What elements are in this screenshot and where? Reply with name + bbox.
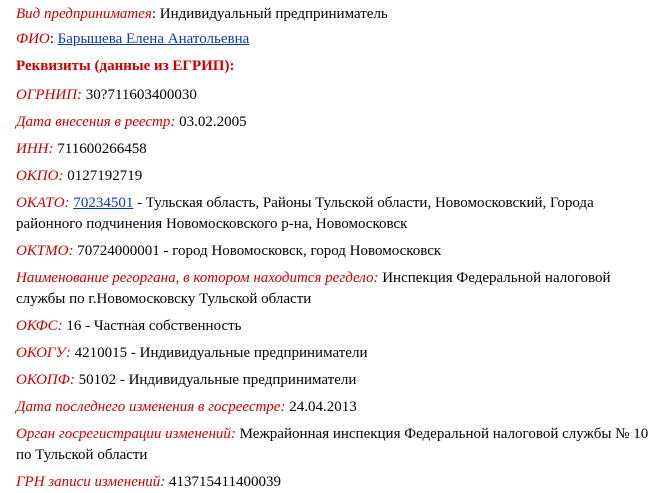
inn-label: ИНН:	[16, 141, 54, 157]
change-organ-value: Межрайонная инспекция Федеральной налоговой службы № 10 по Тульской области	[16, 426, 649, 463]
grn-label: ГРН записи изменений:	[16, 474, 166, 490]
ogrnip-row	[16, 85, 652, 106]
okfs-label: ОКФС:	[16, 318, 63, 334]
inn-value: 711600266458	[57, 141, 147, 157]
okato-row	[16, 193, 652, 235]
grn-value: 413715411400039	[169, 474, 281, 490]
grn-row	[16, 472, 652, 493]
okato-code-link[interactable]: 70234501	[73, 195, 134, 211]
entrepreneur-type-label: Вид предприниматея	[16, 6, 152, 22]
registry-date-label: Дата внесения в реестр:	[16, 114, 176, 130]
okogu-value: 4210015 - Индивидуальные предприниматели	[74, 345, 368, 361]
okpo-row	[16, 166, 652, 187]
okpo-value: 0127192719	[67, 168, 143, 184]
okogu-label: ОКОГУ:	[16, 345, 71, 361]
okopf-label: ОКОПФ:	[16, 372, 75, 388]
reg-organ-row	[16, 268, 652, 310]
okopf-row	[16, 370, 652, 391]
oktmo-value: 70724000001 - город Новомосковск, город Новомосковск	[77, 243, 442, 259]
fio-label: ФИО	[16, 31, 50, 47]
entrepreneur-type-value: Индивидуальный предприниматель	[159, 6, 388, 22]
okpo-label: ОКПО:	[16, 168, 64, 184]
okopf-value: 50102 - Индивидуальные предприниматели	[78, 372, 357, 388]
last-change-date-label: Дата последнего изменения в госреестре:	[16, 399, 286, 415]
reg-organ-label: Наименование регоргана, в котором находится регдело:	[16, 270, 379, 286]
inn-row	[16, 139, 652, 160]
reg-organ-value: Инспекция Федеральной налоговой службы по г.Новомосковску Тульской области	[16, 270, 611, 307]
okfs-value: 16 - Частная собственность	[66, 318, 242, 334]
label-colon: :	[49, 31, 58, 47]
okogu-row	[16, 343, 652, 364]
requisites-heading: Реквизиты (данные из ЕГРИП):	[16, 58, 235, 74]
okfs-row	[16, 316, 652, 337]
last-change-date-row	[16, 397, 652, 418]
okato-label: ОКАТО:	[16, 195, 70, 211]
entrepreneur-type-row	[16, 4, 652, 25]
ogrnip-value: 30?711603400030	[85, 87, 197, 103]
label-colon: :	[151, 6, 160, 22]
oktmo-row	[16, 241, 652, 262]
change-organ-row	[16, 424, 652, 466]
fio-row	[16, 29, 652, 50]
oktmo-label: ОКТМО:	[16, 243, 74, 259]
registry-date-row	[16, 112, 652, 133]
last-change-date-value: 24.04.2013	[289, 399, 357, 415]
okato-description: - Тульская область, Районы Тульской области, Новомосковский, Города районного подчинения Новомосковского р-на, Новомосковск	[16, 195, 594, 232]
fio-link[interactable]: Барышева Елена Анатольевна	[57, 31, 250, 47]
ogrnip-label: ОГРНИП:	[16, 87, 83, 103]
change-organ-label: Орган госрегистрации изменений:	[16, 426, 236, 442]
registry-date-value: 03.02.2005	[179, 114, 247, 130]
